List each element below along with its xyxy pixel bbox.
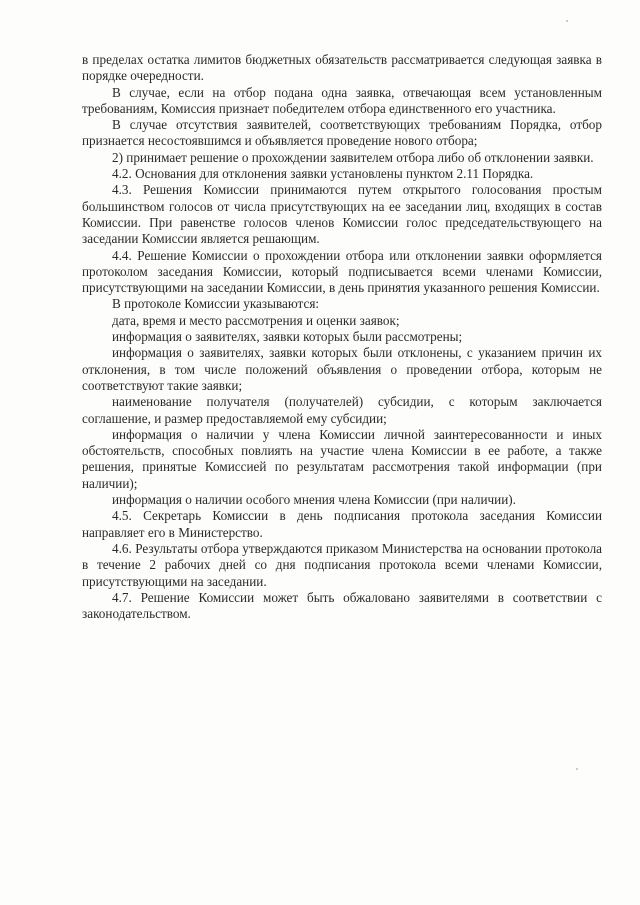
paragraph-4-3: 4.3. Решения Комиссии принимаются путем открытого голосования простым большинством голосов от числа присутствующих на ее заседании лиц, входящих в состав Комиссии. При равенстве голосов членов Комиссии голос председательствующего на заседании Комиссии является решающим. [82,182,602,247]
paragraph-4-6: 4.6. Результаты отбора утверждаются приказом Министерства на основании протокола в течение 2 рабочих дней со дня подписания протокола всеми членами Комиссии, присутствующими на заседании. [82,540,602,589]
paragraph-4-5: 4.5. Секретарь Комиссии в день подписания протокола заседания Комиссии направляет его в Министерство. [82,508,602,540]
list-item-special-opinion: информация о наличии особого мнения члена Комиссии (при наличии). [112,492,516,508]
paragraph-4-7: 4.7. Решение Комиссии может быть обжаловано заявителями в соответствии с законодательством. [82,589,602,622]
paragraph-item-2: 2) принимает решение о прохождении заявителем отбора либо об отклонении заявки. [112,149,594,165]
paragraph-protocol-intro: В протоколе Комиссии указываются: [112,296,320,312]
paragraph-no-applicants: В случае отсутствия заявителей, соответствующих требованиям Порядка, отбор признается несостоявшимся и объявляется проведение нового отбора; [82,117,602,149]
paragraph-single-application: В случае, если на отбор подана одна заявка, отвечающая всем установленным требованиям, Комиссия признает победителем отбора единственного его участника. [82,84,602,116]
paragraph-continuation: в пределах остатка лимитов бюджетных обязательств рассматривается следующая заявка в порядке очередности. [82,52,602,84]
list-item-conflict-of-interest: информация о наличии у члена Комиссии личной заинтересованности и иных обстоятельств, способных повлиять на участие члена Комиссии в ее работе, а также решения, принятые Комиссией по результатам рассмотрения такой информации (при наличии); [82,426,602,491]
scan-speck [576,768,578,770]
list-item-rejected: информация о заявителях, заявки которых были отклонены, с указанием причин их отклонения, в том числе положений объявления о проведении отбора, которым не соответствуют такие заявки; [82,345,602,393]
list-item-recipient: наименование получателя (получателей) субсидии, с которым заключается соглашение, и размер предоставляемой ему субсидии; [82,394,602,426]
document-body [82,52,602,622]
scan-speck [566,20,568,22]
paragraph-4-2: 4.2. Основания для отклонения заявки установлены пунктом 2.11 Порядка. [112,166,534,182]
list-item-reviewed: информация о заявителях, заявки которых были рассмотрены; [112,329,463,345]
list-item-date-time: дата, время и место рассмотрения и оценки заявок; [112,312,400,328]
paragraph-4-4: 4.4. Решение Комиссии о прохождении отбора или отклонении заявки оформляется протоколом заседания Комиссии, который подписывается всеми членами Комиссии, присутствующими на заседании Комиссии, в день принятия указанного решения Комиссии. [82,247,602,296]
